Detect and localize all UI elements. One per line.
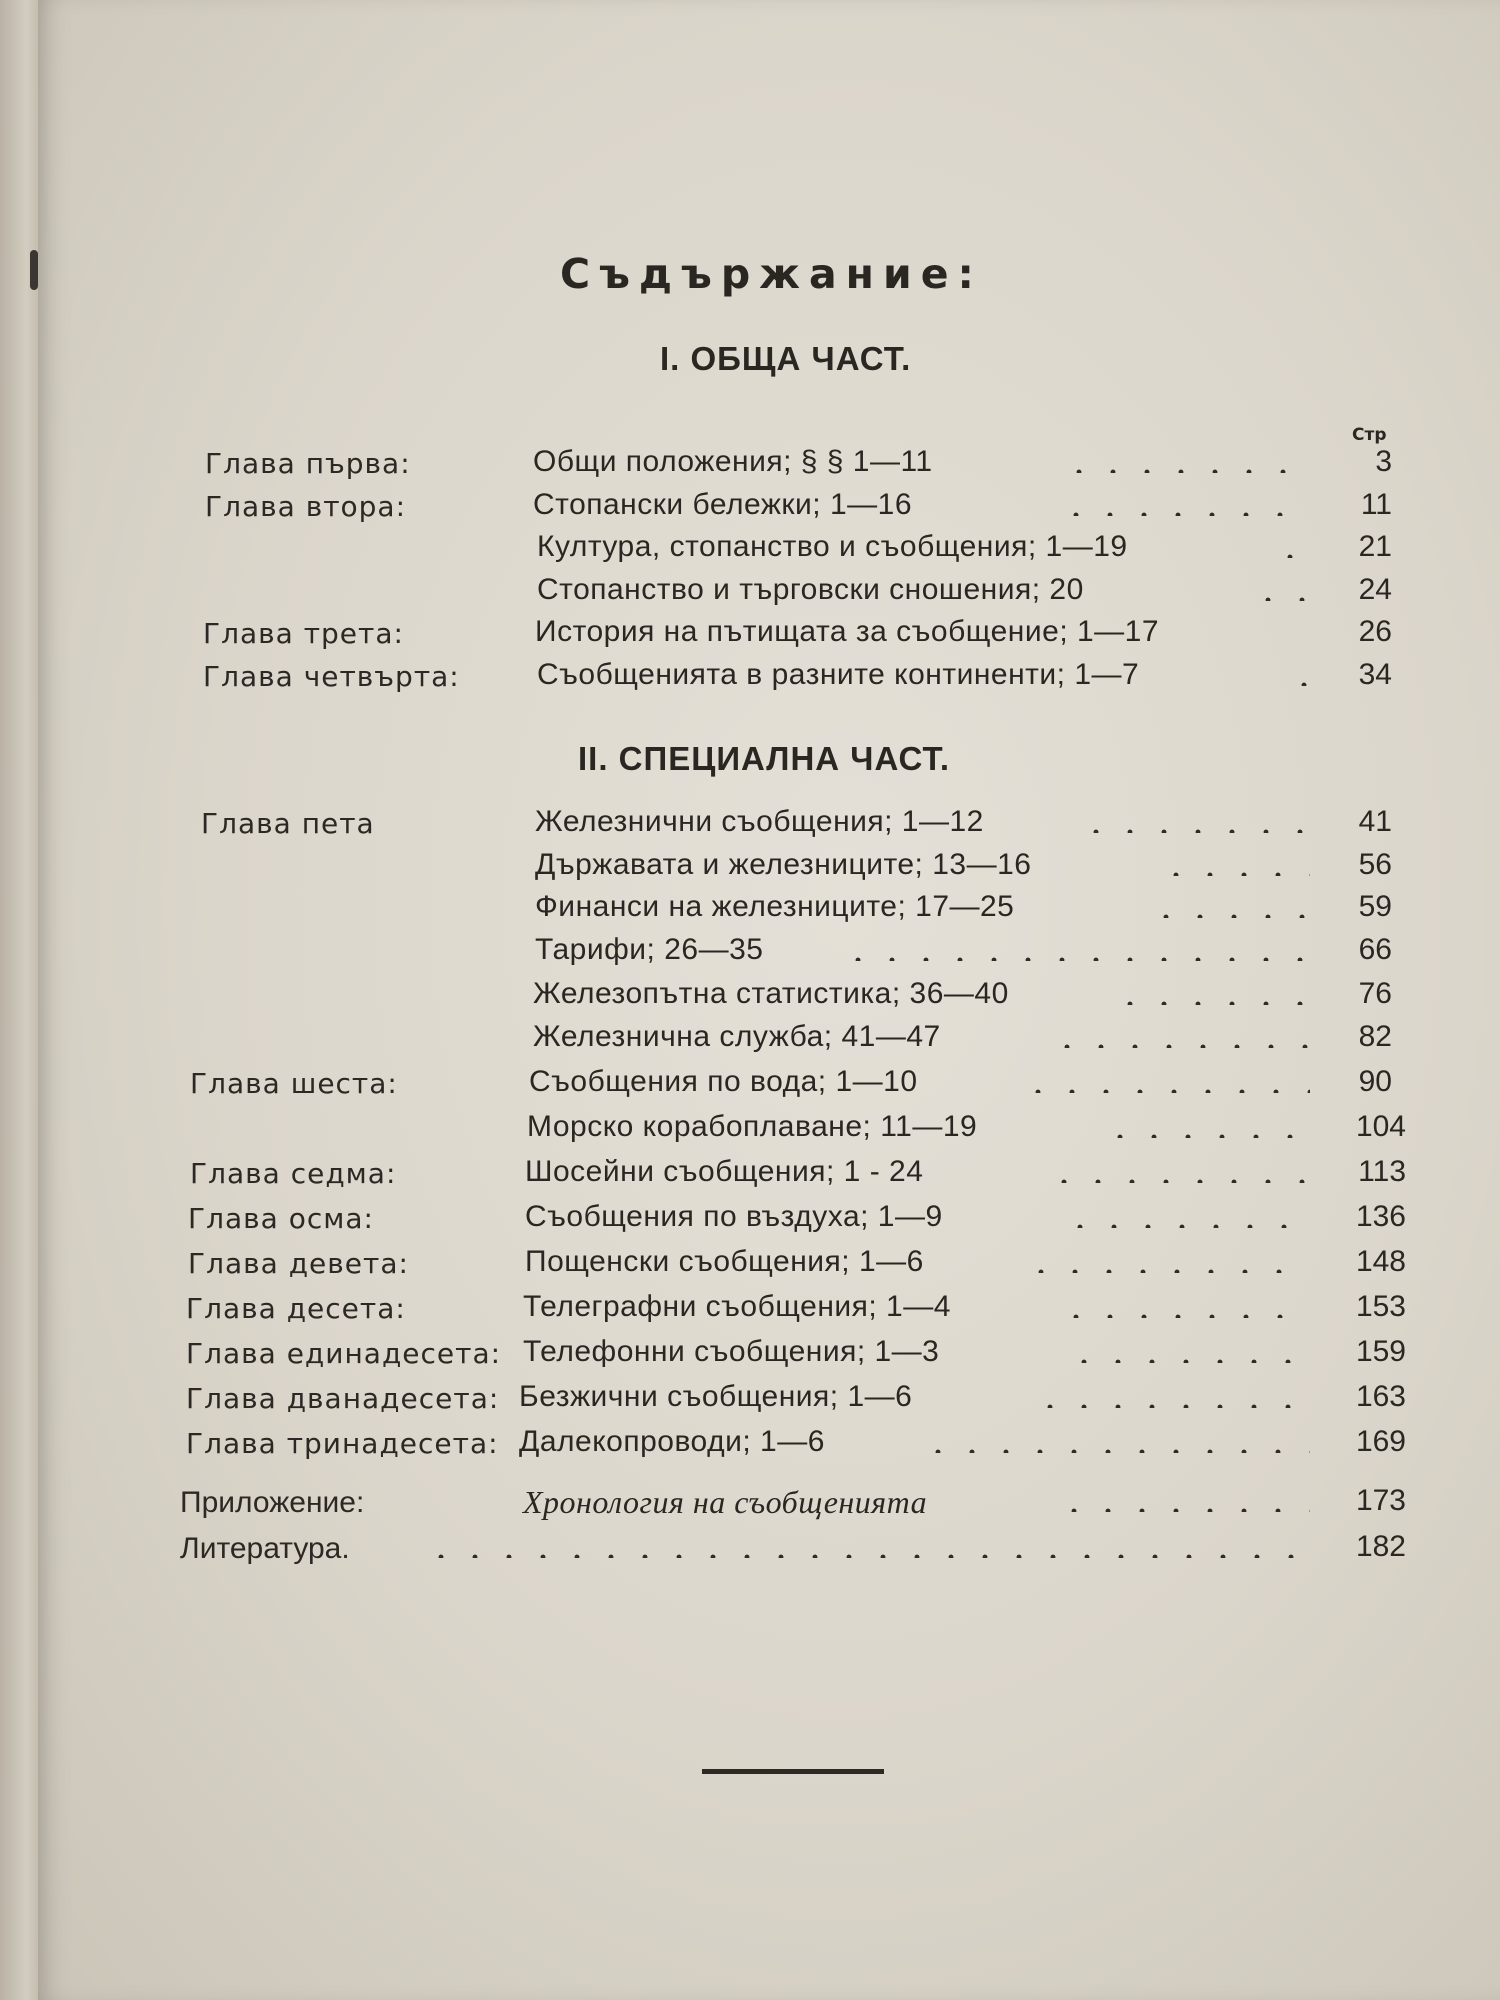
toc-leader-dots (1033, 1404, 1310, 1408)
toc-entry-title: Съобщения по въздуха; 1—9 (525, 1200, 943, 1233)
toc-chapter-label: Литература. (180, 1532, 350, 1565)
toc-leader-dots (1057, 1508, 1310, 1512)
toc-row (0, 1290, 1500, 1330)
toc-chapter-label: Глава девета: (188, 1247, 409, 1280)
toc-entry-title: Стопанство и търговски сношения; 20 (537, 573, 1084, 606)
toc-chapter-label: Глава шеста: (190, 1067, 398, 1100)
toc-row (0, 1155, 1500, 1195)
toc-page-number: 163 (1355, 1380, 1406, 1413)
toc-row (0, 1110, 1500, 1150)
toc-page-number: 66 (1358, 933, 1392, 966)
toc-entry-title: Пощенски съобщения; 1—6 (525, 1245, 924, 1278)
toc-page-number: 113 (1358, 1155, 1406, 1188)
toc-page-number: 21 (1358, 530, 1392, 563)
toc-entry-title: Съобщения по вода; 1—10 (529, 1065, 918, 1098)
toc-entry-title: История на пътищата за съобщение; 1—17 (535, 615, 1160, 648)
toc-leader-dots (1149, 914, 1310, 918)
toc-chapter-label: Глава дванадесета: (186, 1382, 500, 1415)
part-heading-general: I. ОБЩА ЧАСТ. (660, 340, 912, 377)
toc-row (0, 977, 1500, 1017)
toc-chapter-label: Глава тринадесета: (186, 1427, 499, 1460)
toc-entry-title: Железнични съобщения; 1—12 (535, 805, 984, 838)
toc-entry-title: Финанси на железниците; 17—25 (535, 890, 1015, 923)
toc-row (0, 805, 1500, 845)
toc-page-number: 153 (1355, 1290, 1406, 1323)
toc-leader-dots (1273, 554, 1310, 558)
closing-rule (702, 1769, 884, 1774)
toc-row (0, 890, 1500, 930)
toc-page-number: 82 (1358, 1020, 1392, 1053)
toc-leader-dots (1251, 597, 1310, 601)
toc-page-number: 136 (1355, 1200, 1406, 1233)
toc-entry-title: Далекопроводи; 1—6 (519, 1425, 825, 1458)
toc-chapter-label: Глава първа: (205, 447, 411, 480)
toc-entry-title: Железнична служба; 41—47 (533, 1020, 941, 1053)
toc-entry-title: Култура, стопанство и съобщения; 1—19 (537, 530, 1128, 563)
toc-page-number: 148 (1355, 1245, 1406, 1278)
toc-entry-title: Безжични съобщения; 1—6 (519, 1380, 913, 1413)
toc-entry-title: Железопътна статистика; 36—40 (533, 977, 1009, 1010)
toc-page-number: 182 (1355, 1530, 1406, 1563)
toc-leader-dots (1021, 1089, 1310, 1093)
toc-chapter-label: Глава четвърта: (203, 660, 460, 693)
toc-leader-dots (1159, 872, 1310, 876)
toc-row (0, 1425, 1500, 1465)
toc-row (0, 1065, 1500, 1105)
toc-entry-title: Телеграфни съобщения; 1—4 (523, 1290, 951, 1323)
toc-row (0, 615, 1500, 655)
toc-chapter-label: Глава втора: (205, 490, 406, 523)
toc-chapter-label: Глава единадесета: (186, 1337, 502, 1370)
toc-leader-dots (1287, 682, 1310, 686)
toc-chapter-label: Глава десета: (186, 1292, 406, 1325)
toc-entry-title: Общи положения; § § 1—11 (533, 445, 933, 478)
toc-entry-title: Хронология на съобщенията (523, 1484, 928, 1520)
toc-chapter-label: Приложение: (180, 1486, 365, 1519)
toc-row (0, 1484, 1500, 1524)
toc-row (0, 1245, 1500, 1285)
toc-entry-title: Морско корабоплаване; 11—19 (527, 1110, 978, 1143)
toc-row (0, 658, 1500, 698)
toc-leader-dots (1063, 1224, 1310, 1228)
toc-leader-dots (921, 1449, 1310, 1453)
toc-chapter-label: Глава трета: (203, 617, 404, 650)
toc-chapter-label: Глава седма: (190, 1157, 397, 1190)
toc-leader-dots (1113, 1001, 1310, 1005)
toc-page-number: 11 (1360, 488, 1392, 521)
toc-page-number: 104 (1355, 1110, 1406, 1143)
toc-page-number: 159 (1355, 1335, 1406, 1368)
toc-entry-title: Държавата и железниците; 13—16 (535, 848, 1032, 881)
page-title: Съдържание: (560, 250, 983, 298)
toc-row (0, 488, 1500, 528)
toc-row (0, 1200, 1500, 1240)
toc-leader-dots (1103, 1134, 1310, 1138)
toc-chapter-label: Глава пета (201, 807, 375, 840)
toc-page-number: 76 (1358, 977, 1392, 1010)
toc-row (0, 1530, 1500, 1570)
toc-page-number: 3 (1375, 445, 1392, 478)
toc-page-number: 26 (1358, 615, 1392, 648)
toc-row (0, 933, 1500, 973)
toc-page-number: 56 (1358, 848, 1392, 881)
part-heading-special: II. СПЕЦИАЛНА ЧАСТ. (578, 740, 951, 777)
toc-leader-dots (424, 1554, 1310, 1558)
toc-entry-title: Тарифи; 26—35 (535, 933, 764, 966)
toc-row (0, 573, 1500, 613)
toc-entry-title: Шосейни съобщения; 1 - 24 (525, 1155, 924, 1188)
toc-page-number: 173 (1355, 1484, 1406, 1517)
toc-row (0, 1020, 1500, 1060)
toc-leader-dots (1079, 829, 1310, 833)
toc-page-number: 41 (1358, 805, 1392, 838)
toc-row (0, 530, 1500, 570)
toc-chapter-label: Глава осма: (188, 1202, 374, 1235)
toc-page-number: 24 (1358, 573, 1392, 606)
toc-leader-dots (1050, 1044, 1310, 1048)
toc-entry-title: Телефонни съобщения; 1—3 (523, 1335, 940, 1368)
toc-leader-dots (1067, 1359, 1310, 1363)
toc-entry-title: Стопански бележки; 1—16 (533, 488, 913, 521)
toc-page-number: 59 (1358, 890, 1392, 923)
toc-entry-title: Съобщенията в разните континенти; 1—7 (537, 658, 1140, 691)
toc-page-number: 90 (1358, 1065, 1392, 1098)
toc-leader-dots (841, 957, 1310, 961)
toc-leader-dots (1047, 1179, 1310, 1183)
toc-row (0, 848, 1500, 888)
toc-row (0, 445, 1500, 485)
toc-page-number: 34 (1358, 658, 1392, 691)
toc-leader-dots (1059, 1314, 1310, 1318)
toc-leader-dots (1024, 1269, 1310, 1273)
toc-row (0, 1380, 1500, 1420)
toc-row (0, 1335, 1500, 1375)
toc-leader-dots (1059, 512, 1310, 516)
toc-leader-dots (1062, 469, 1310, 473)
binding-thread (30, 250, 38, 290)
toc-page-number: 169 (1355, 1425, 1406, 1458)
page-column-label: Стр (1352, 425, 1387, 445)
